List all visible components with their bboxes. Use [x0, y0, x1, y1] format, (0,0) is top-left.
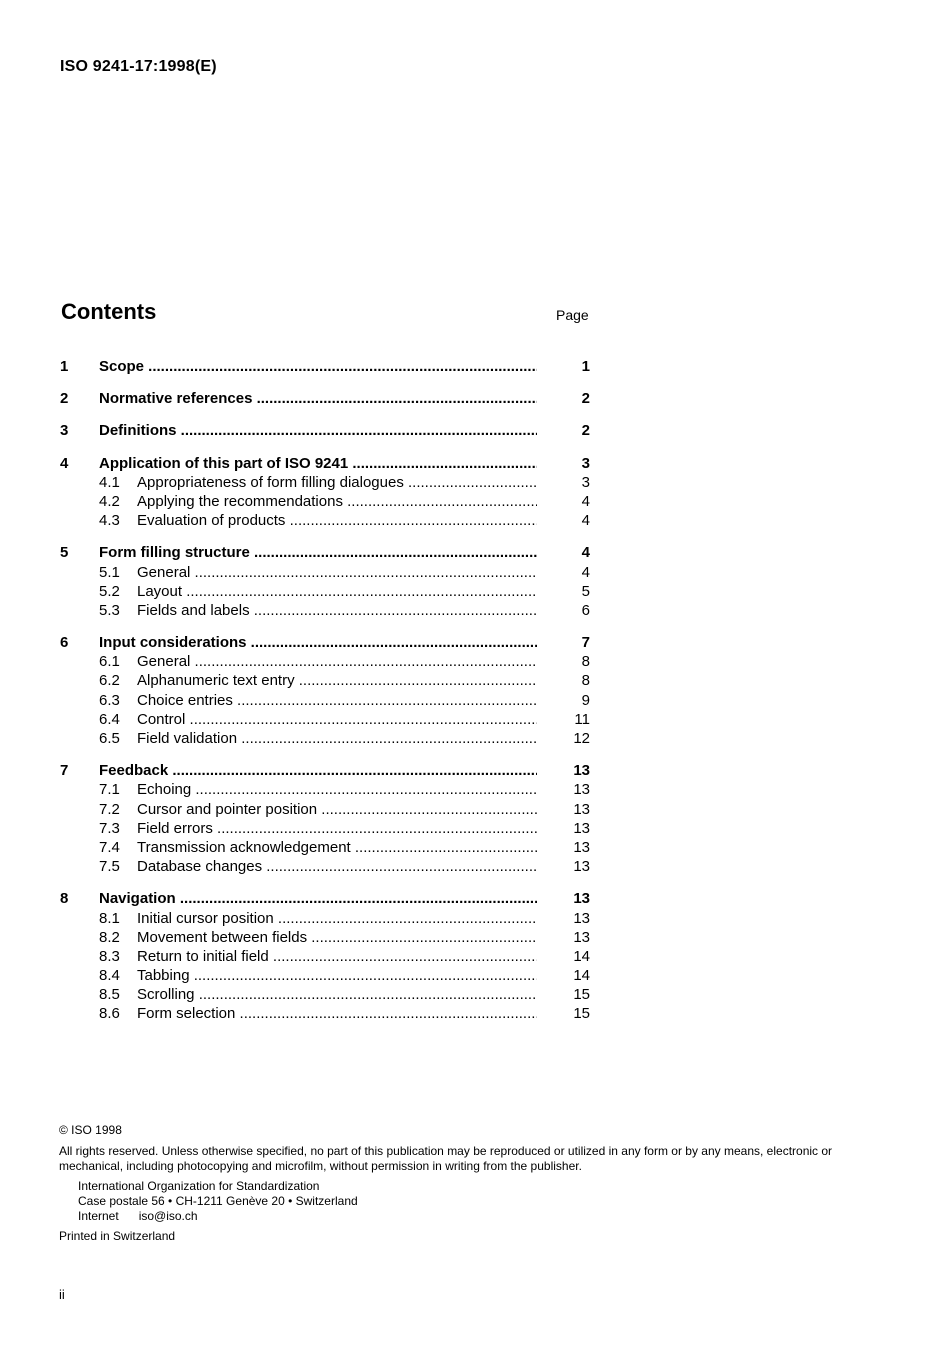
toc-subentry[interactable] [60, 857, 590, 876]
toc-subentry-title: Return to initial field ..... [137, 947, 537, 966]
toc-subentry-number: 7.2 [99, 800, 120, 818]
toc-subentry-number: 5.2 [99, 582, 120, 600]
toc-subentry-title: Field errors ..... [137, 819, 537, 838]
toc-entry-page: 13 [573, 890, 590, 908]
toc-entry-title: Normative references ..... [99, 389, 537, 408]
toc-subentry-page: 3 [581, 473, 590, 491]
toc-subentry-number: 6.1 [99, 653, 120, 671]
toc-subentry[interactable] [60, 800, 590, 819]
toc-subentry-page: 4 [581, 563, 590, 581]
toc-section [60, 357, 590, 376]
toc-entry-page: 4 [581, 544, 590, 562]
toc-subentry-title: Control ..... [137, 710, 537, 729]
toc-subentry-title: Scrolling ..... [137, 985, 537, 1004]
toc-subentry-page: 15 [573, 986, 590, 1004]
toc-subentry-page: 8 [581, 653, 590, 671]
toc-entry-page: 3 [581, 454, 590, 472]
toc-subentry-page: 13 [573, 800, 590, 818]
toc-subentry-number: 7.1 [99, 781, 120, 799]
toc-entry[interactable] [60, 633, 590, 652]
toc-subentry-page: 5 [581, 582, 590, 600]
toc-subentry[interactable] [60, 671, 590, 690]
toc-subentry-page: 6 [581, 601, 590, 619]
toc-subentry-page: 15 [573, 1005, 590, 1023]
toc-subentry[interactable] [60, 928, 590, 947]
toc-subentry[interactable] [60, 947, 590, 966]
toc-subentry-page: 14 [573, 947, 590, 965]
toc-entry-number: 7 [60, 762, 69, 780]
toc-subentry-number: 8.1 [99, 909, 120, 927]
toc-subentry-page: 13 [573, 928, 590, 946]
toc-entry-title: Input considerations ..... [99, 633, 537, 652]
toc-subentry-number: 7.5 [99, 858, 120, 876]
toc-subentry[interactable] [60, 1004, 590, 1023]
toc-subentry-title: Database changes ..... [137, 857, 537, 876]
toc-subentry-title: Echoing ..... [137, 780, 537, 799]
toc-entry-page: 13 [573, 762, 590, 780]
toc-subentry-title: Form selection ..... [137, 1004, 537, 1023]
toc-entry[interactable] [60, 357, 590, 376]
table-of-contents [60, 357, 590, 1037]
toc-subentry-number: 6.2 [99, 672, 120, 690]
toc-subentry[interactable] [60, 473, 590, 492]
toc-subentry-page: 11 [574, 710, 590, 728]
toc-section [60, 761, 590, 876]
internet-address: Internet iso@iso.ch [78, 1209, 198, 1223]
toc-entry-title: Form filling structure ..... [99, 543, 537, 562]
toc-subentry-page: 13 [573, 781, 590, 799]
toc-subentry-number: 4.2 [99, 492, 120, 510]
toc-subentry-page: 13 [573, 909, 590, 927]
toc-subentry-title: Applying the recommendations ..... [137, 492, 537, 511]
toc-subentry-number: 5.3 [99, 601, 120, 619]
toc-subentry-title: Evaluation of products ..... [137, 511, 537, 530]
toc-subentry[interactable] [60, 780, 590, 799]
toc-entry[interactable] [60, 421, 590, 440]
toc-subentry-title: Cursor and pointer position ..... [137, 800, 537, 819]
printed-in: Printed in Switzerland [59, 1229, 176, 1243]
toc-subentry-title: General ..... [137, 563, 537, 582]
toc-subentry-page: 8 [581, 672, 590, 690]
toc-subentry-number: 4.1 [99, 473, 120, 491]
toc-entry[interactable] [60, 761, 590, 780]
toc-section [60, 421, 590, 440]
toc-subentry-page: 4 [581, 512, 590, 530]
toc-subentry-number: 6.3 [99, 691, 120, 709]
toc-subentry-number: 8.5 [99, 986, 120, 1004]
toc-subentry-title: Initial cursor position ..... [137, 909, 537, 928]
toc-entry-page: 2 [581, 422, 590, 440]
toc-subentry-page: 4 [581, 492, 590, 510]
toc-subentry-title: Movement between fields ..... [137, 928, 537, 947]
toc-subentry-number: 8.3 [99, 947, 120, 965]
toc-entry-title: Scope ..... [99, 357, 537, 376]
toc-entry[interactable] [60, 454, 590, 473]
copyright-footer [59, 1123, 889, 1244]
toc-subentry-number: 4.3 [99, 512, 120, 530]
toc-subentry-title: Alphanumeric text entry ..... [137, 671, 537, 690]
toc-entry-title: Definitions ..... [99, 421, 537, 440]
toc-subentry[interactable] [60, 601, 590, 620]
toc-subentry-title: Field validation ..... [137, 729, 537, 748]
toc-entry-title: Application of this part of ISO 9241 ..... [99, 454, 537, 473]
toc-subentry[interactable] [60, 582, 590, 601]
toc-subentry[interactable] [60, 909, 590, 928]
toc-subentry[interactable] [60, 563, 590, 582]
toc-entry-number: 6 [60, 634, 69, 652]
toc-subentry[interactable] [60, 966, 590, 985]
toc-entry-page: 2 [581, 390, 590, 408]
toc-subentry-page: 13 [573, 819, 590, 837]
toc-subentry-title: Appropriateness of form filling dialogues ..... [137, 473, 537, 492]
toc-section [60, 889, 590, 1023]
toc-section [60, 389, 590, 408]
toc-subentry-number: 6.4 [99, 710, 120, 728]
toc-entry-title: Navigation ..... [99, 889, 537, 908]
toc-subentry-number: 8.2 [99, 928, 120, 946]
toc-entry-number: 3 [60, 422, 69, 440]
toc-subentry-number: 7.4 [99, 838, 120, 856]
page-number: ii [59, 1287, 65, 1302]
toc-section [60, 633, 590, 748]
toc-entry[interactable] [60, 543, 590, 562]
toc-subentry-page: 13 [573, 858, 590, 876]
toc-entry-number: 1 [60, 358, 69, 375]
toc-subentry[interactable] [60, 985, 590, 1004]
toc-entry[interactable] [60, 889, 590, 908]
toc-entry-number: 2 [60, 390, 69, 408]
toc-subentry[interactable] [60, 691, 590, 710]
rights-statement: All rights reserved. Unless otherwise specified, no part of this publication may be reproduced or utilized in any form or by any means, electronic or mechanical, including photocopying and microfilm, without permission in writing from the publisher. [59, 1144, 833, 1173]
page-column-label: Page [556, 307, 589, 323]
toc-subentry-title: Layout ..... [137, 582, 537, 601]
toc-subentry-page: 13 [573, 838, 590, 856]
toc-entry-number: 4 [60, 454, 69, 472]
toc-subentry[interactable] [60, 819, 590, 838]
publisher-address [59, 1179, 889, 1224]
toc-subentry-title: Fields and labels ..... [137, 601, 537, 620]
toc-entry-title: Feedback ..... [99, 761, 537, 780]
toc-subentry[interactable] [60, 652, 590, 671]
toc-subentry-number: 8.6 [99, 1005, 120, 1023]
toc-subentry-title: Transmission acknowledgement ..... [137, 838, 537, 857]
toc-subentry-number: 5.1 [99, 563, 120, 581]
toc-subentry-title: General ..... [137, 652, 537, 671]
toc-entry-number: 5 [60, 544, 69, 562]
toc-subentry[interactable] [60, 511, 590, 530]
toc-entry-page: 1 [581, 358, 590, 375]
toc-subentry-page: 9 [581, 691, 590, 709]
toc-entry-number: 8 [60, 890, 69, 908]
toc-section [60, 454, 590, 531]
toc-subentry-title: Tabbing ..... [137, 966, 537, 985]
toc-subentry-page: 14 [573, 967, 590, 985]
toc-entry[interactable] [60, 389, 590, 408]
toc-subentry-number: 8.4 [99, 967, 120, 985]
document-id-header: ISO 9241-17:1998(E) [60, 58, 217, 75]
toc-subentry-number: 6.5 [99, 730, 120, 747]
toc-subentry[interactable] [60, 729, 590, 748]
contents-title: Contents [61, 299, 157, 324]
toc-subentry[interactable] [60, 838, 590, 857]
copyright-line: © ISO 1998 [59, 1123, 122, 1137]
org-name: International Organization for Standardization [78, 1179, 320, 1193]
toc-subentry-title: Choice entries ..... [137, 691, 537, 710]
postal-address: Case postale 56 • CH-1211 Genève 20 • Switzerland [78, 1194, 358, 1208]
toc-subentry[interactable] [60, 492, 590, 511]
toc-section [60, 543, 590, 620]
toc-subentry[interactable] [60, 710, 590, 729]
toc-subentry-number: 7.3 [99, 819, 120, 837]
toc-subentry-page: 12 [573, 730, 590, 747]
toc-entry-page: 7 [581, 634, 590, 652]
